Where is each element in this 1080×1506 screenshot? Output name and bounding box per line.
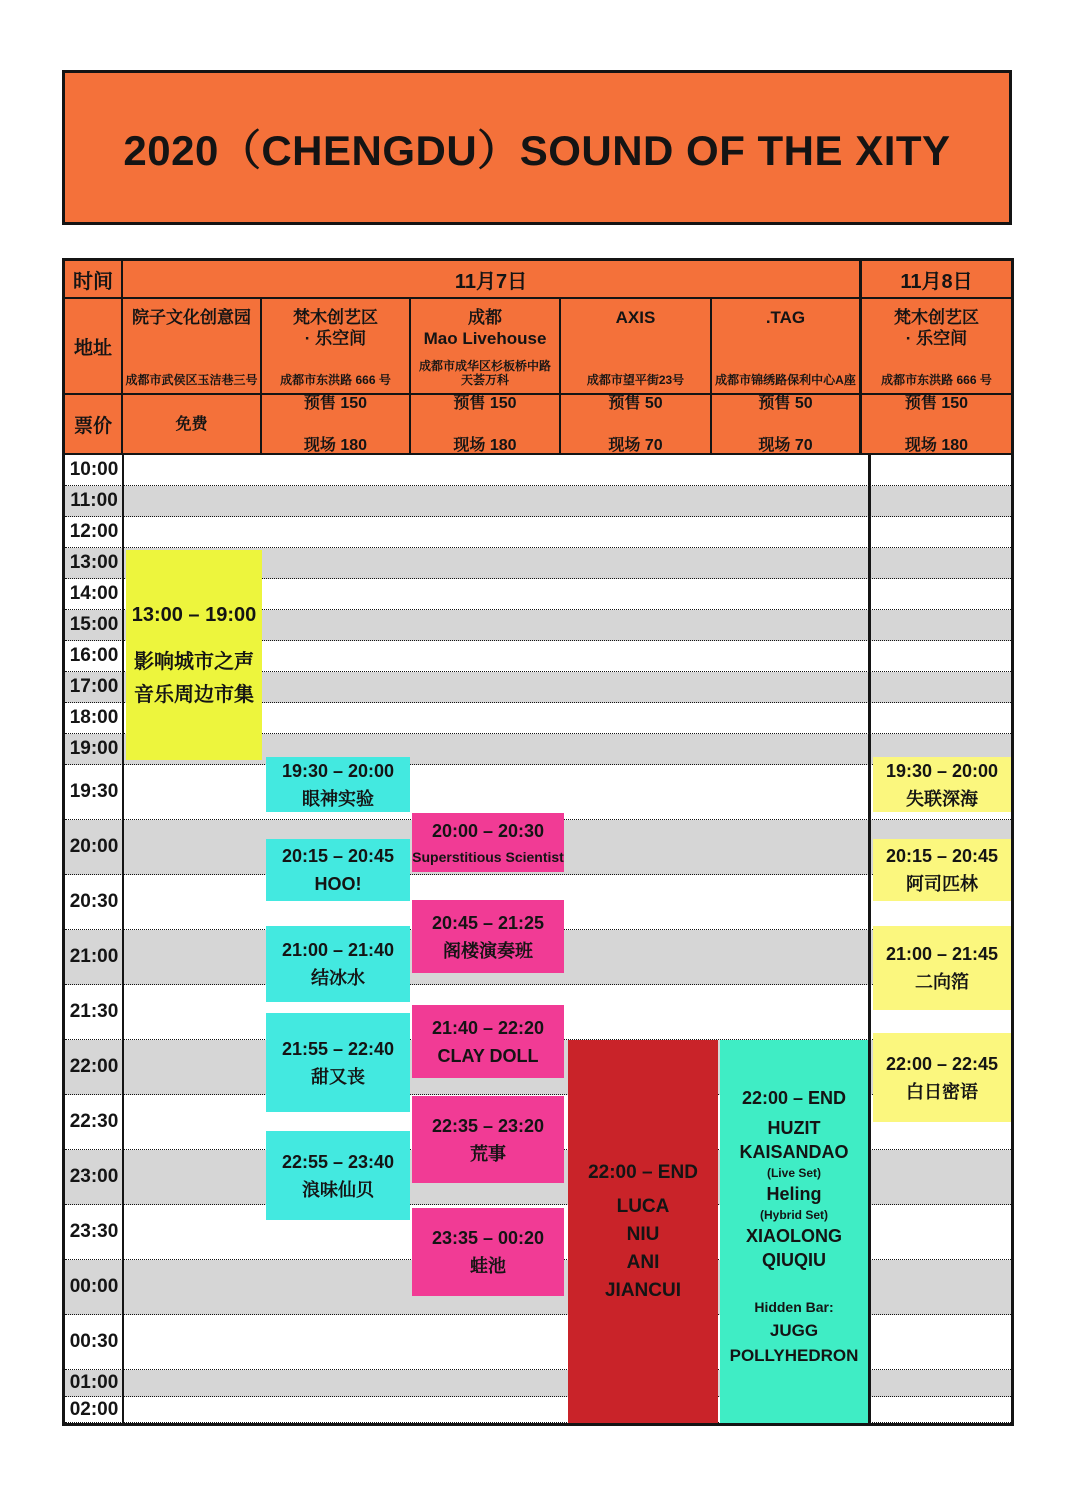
venue-address: 成都市武侯区玉洁巷三号 [125,373,258,387]
time-row-label: 19:30 [69,781,119,802]
event-block-wachi [412,1208,564,1296]
event-artist: 阿司匹林 [906,874,978,894]
event-block-bairimiyu [873,1033,1011,1122]
price-cell: 预售 50 现场 70 [561,395,712,453]
event-artist: 白日密语 [906,1081,978,1102]
page-title: 2020（CHENGDU）SOUND OF THE XITY [123,126,951,174]
event-time: 19:30 – 20:00 [281,760,395,781]
event-block-huangshi [412,1096,564,1183]
time-row-label: 21:00 [69,946,119,967]
event-time: 21:00 – 21:40 [281,940,395,960]
time-row-label: 22:00 [69,1056,119,1077]
price-cell: 预售 150 现场 180 [411,395,561,453]
venue-address: 成都市锦绣路保利中心A座 [715,373,856,387]
event-block-yanshen [266,757,410,812]
date-header-row [65,261,1011,299]
event-artist: ANI [626,1251,660,1273]
event-time: 20:45 – 21:25 [431,912,545,933]
price-cell: 免费 [123,395,262,453]
time-row-label: 16:00 [69,645,119,666]
time-row-label: 20:00 [69,836,119,857]
event-time: 22:35 – 23:20 [431,1115,545,1136]
event-time: 13:00 – 19:00 [131,603,257,626]
time-column-divider [122,455,124,1423]
schedule-table [62,258,1014,1426]
price-header-label: 票价 [65,395,123,453]
time-row-label: 17:00 [69,676,119,697]
event-artist: XIAOLONG [745,1226,842,1246]
event-time: 23:35 – 00:20 [431,1228,545,1248]
time-row-label: 21:30 [69,1001,119,1022]
event-block-gelou [412,900,564,973]
event-block-hoo [266,839,410,901]
time-row-label: 15:00 [69,614,119,635]
price-cell: 预售 150 现场 180 [904,394,969,454]
time-row-label: 11:00 [70,490,118,511]
event-artist: HUZIT [767,1118,821,1138]
event-artist: QIUQIU [761,1250,826,1270]
time-row-label: 23:00 [69,1166,119,1187]
event-time: 21:55 – 22:40 [281,1038,395,1059]
hidden-bar-label: Hidden Bar: [754,1299,834,1315]
event-artist: 失联深海 [906,788,978,809]
event-block-tagnight [720,1040,868,1423]
time-row-label: 20:30 [69,891,119,912]
time-row-label: 23:30 [69,1221,119,1242]
event-time: 20:15 – 20:45 [281,846,395,866]
event-artist: JUGG [769,1321,819,1340]
event-time: 22:00 – END [588,1161,698,1183]
price-header-row [65,395,1011,455]
event-artist: NIU [626,1223,660,1245]
event-artist: 结冰水 [311,968,365,988]
venue-cell [561,299,712,393]
event-artist: (Live Set) [766,1166,821,1180]
venue-cell [862,299,1011,393]
event-artist: 荒事 [470,1143,506,1164]
event-artist: Superstitious Scientist [412,848,564,865]
event-block-claydoll [412,1005,564,1078]
event-block-asipilin [873,839,1011,901]
event-block-tianyousang [266,1013,410,1112]
time-row-label: 13:00 [69,552,119,573]
event-artist: POLLYHEDRON [729,1346,859,1365]
venue-name: 梵木创艺区 · 乐空间 [293,308,378,348]
time-row-label: 18:00 [69,707,119,728]
event-block-market [126,550,262,760]
venue-address: 成都市东洪路 666 号 [280,373,391,387]
venue-name: AXIS [615,308,656,327]
time-header-label: 时间 [65,261,123,297]
event-block-jiebingshui [266,926,410,1002]
venue-name: .TAG [765,308,806,327]
event-time: 19:30 – 20:00 [885,760,999,781]
day-divider [868,455,871,1423]
event-artist: 甜又丧 [311,1066,365,1087]
venue-name: 成都 Mao Livehouse [423,308,547,348]
price-cell: 预售 150 现场 180 [262,395,411,453]
time-row-label: 19:00 [69,738,119,759]
venue-name: 院子文化创意园 [132,308,251,327]
time-row-label: 12:00 [69,521,119,542]
event-block-superstitious [412,813,564,872]
event-time: 20:15 – 20:45 [885,846,999,866]
time-row-label: 02:00 [69,1398,119,1420]
event-artist: (Hybrid Set) [759,1208,828,1222]
date-day2: 11月8日 [900,270,973,293]
event-artist: 音乐周边市集 [134,683,254,706]
event-time: 21:40 – 22:20 [431,1017,545,1038]
time-row-label: 22:30 [69,1111,119,1132]
address-header-row [65,299,1011,395]
event-artist: LUCA [616,1195,670,1217]
event-artist: 蛙池 [470,1256,506,1276]
event-time: 21:00 – 21:45 [885,944,999,964]
event-block-erxiangbo [873,926,1011,1010]
event-artist: Heling [766,1184,822,1204]
venue-cell [262,299,411,393]
event-artist: 阁楼演奏班 [443,940,533,961]
venue-cell [123,299,262,393]
hidden-bar-section [730,1296,859,1368]
address-header-label: 地址 [65,299,123,393]
venue-cell [712,299,862,393]
event-artist: 眼神实验 [302,788,374,809]
event-artist: KAISANDAO [739,1142,849,1162]
venue-name: 梵木创艺区 · 乐空间 [894,308,979,348]
time-row-label: 14:00 [69,583,119,604]
event-artist: CLAY DOLL [437,1045,539,1066]
venue-cell [411,299,561,393]
venue-address: 成都市成华区杉板桥中路 天荟万科 [418,359,551,387]
date-day1: 11月7日 [123,261,862,297]
price-cell: 预售 50 现场 70 [712,395,862,453]
event-time: 22:00 – END [741,1088,847,1108]
event-block-axisnight [568,1040,718,1423]
venue-address: 成都市望平街23号 [586,373,685,387]
time-row-label: 01:00 [69,1372,119,1393]
time-grid [65,455,1011,1423]
event-time: 22:55 – 23:40 [281,1151,395,1172]
event-block-shilian [873,757,1011,812]
event-block-langwei [266,1131,410,1220]
time-row-label: 00:00 [69,1276,119,1297]
time-row-label: 10:00 [69,459,119,480]
venue-address: 成都市东洪路 666 号 [881,373,992,387]
event-time: 22:00 – 22:45 [885,1053,999,1074]
event-artist: HOO! [314,874,362,894]
event-artist: 影响城市之声 [134,650,254,673]
title-banner [62,70,1012,225]
event-artist: JIANCUI [604,1279,681,1301]
event-artist: 二向箔 [915,972,969,992]
event-artist: 浪味仙贝 [302,1179,374,1200]
event-time: 20:00 – 20:30 [431,820,545,841]
time-row-label: 00:30 [69,1331,119,1352]
